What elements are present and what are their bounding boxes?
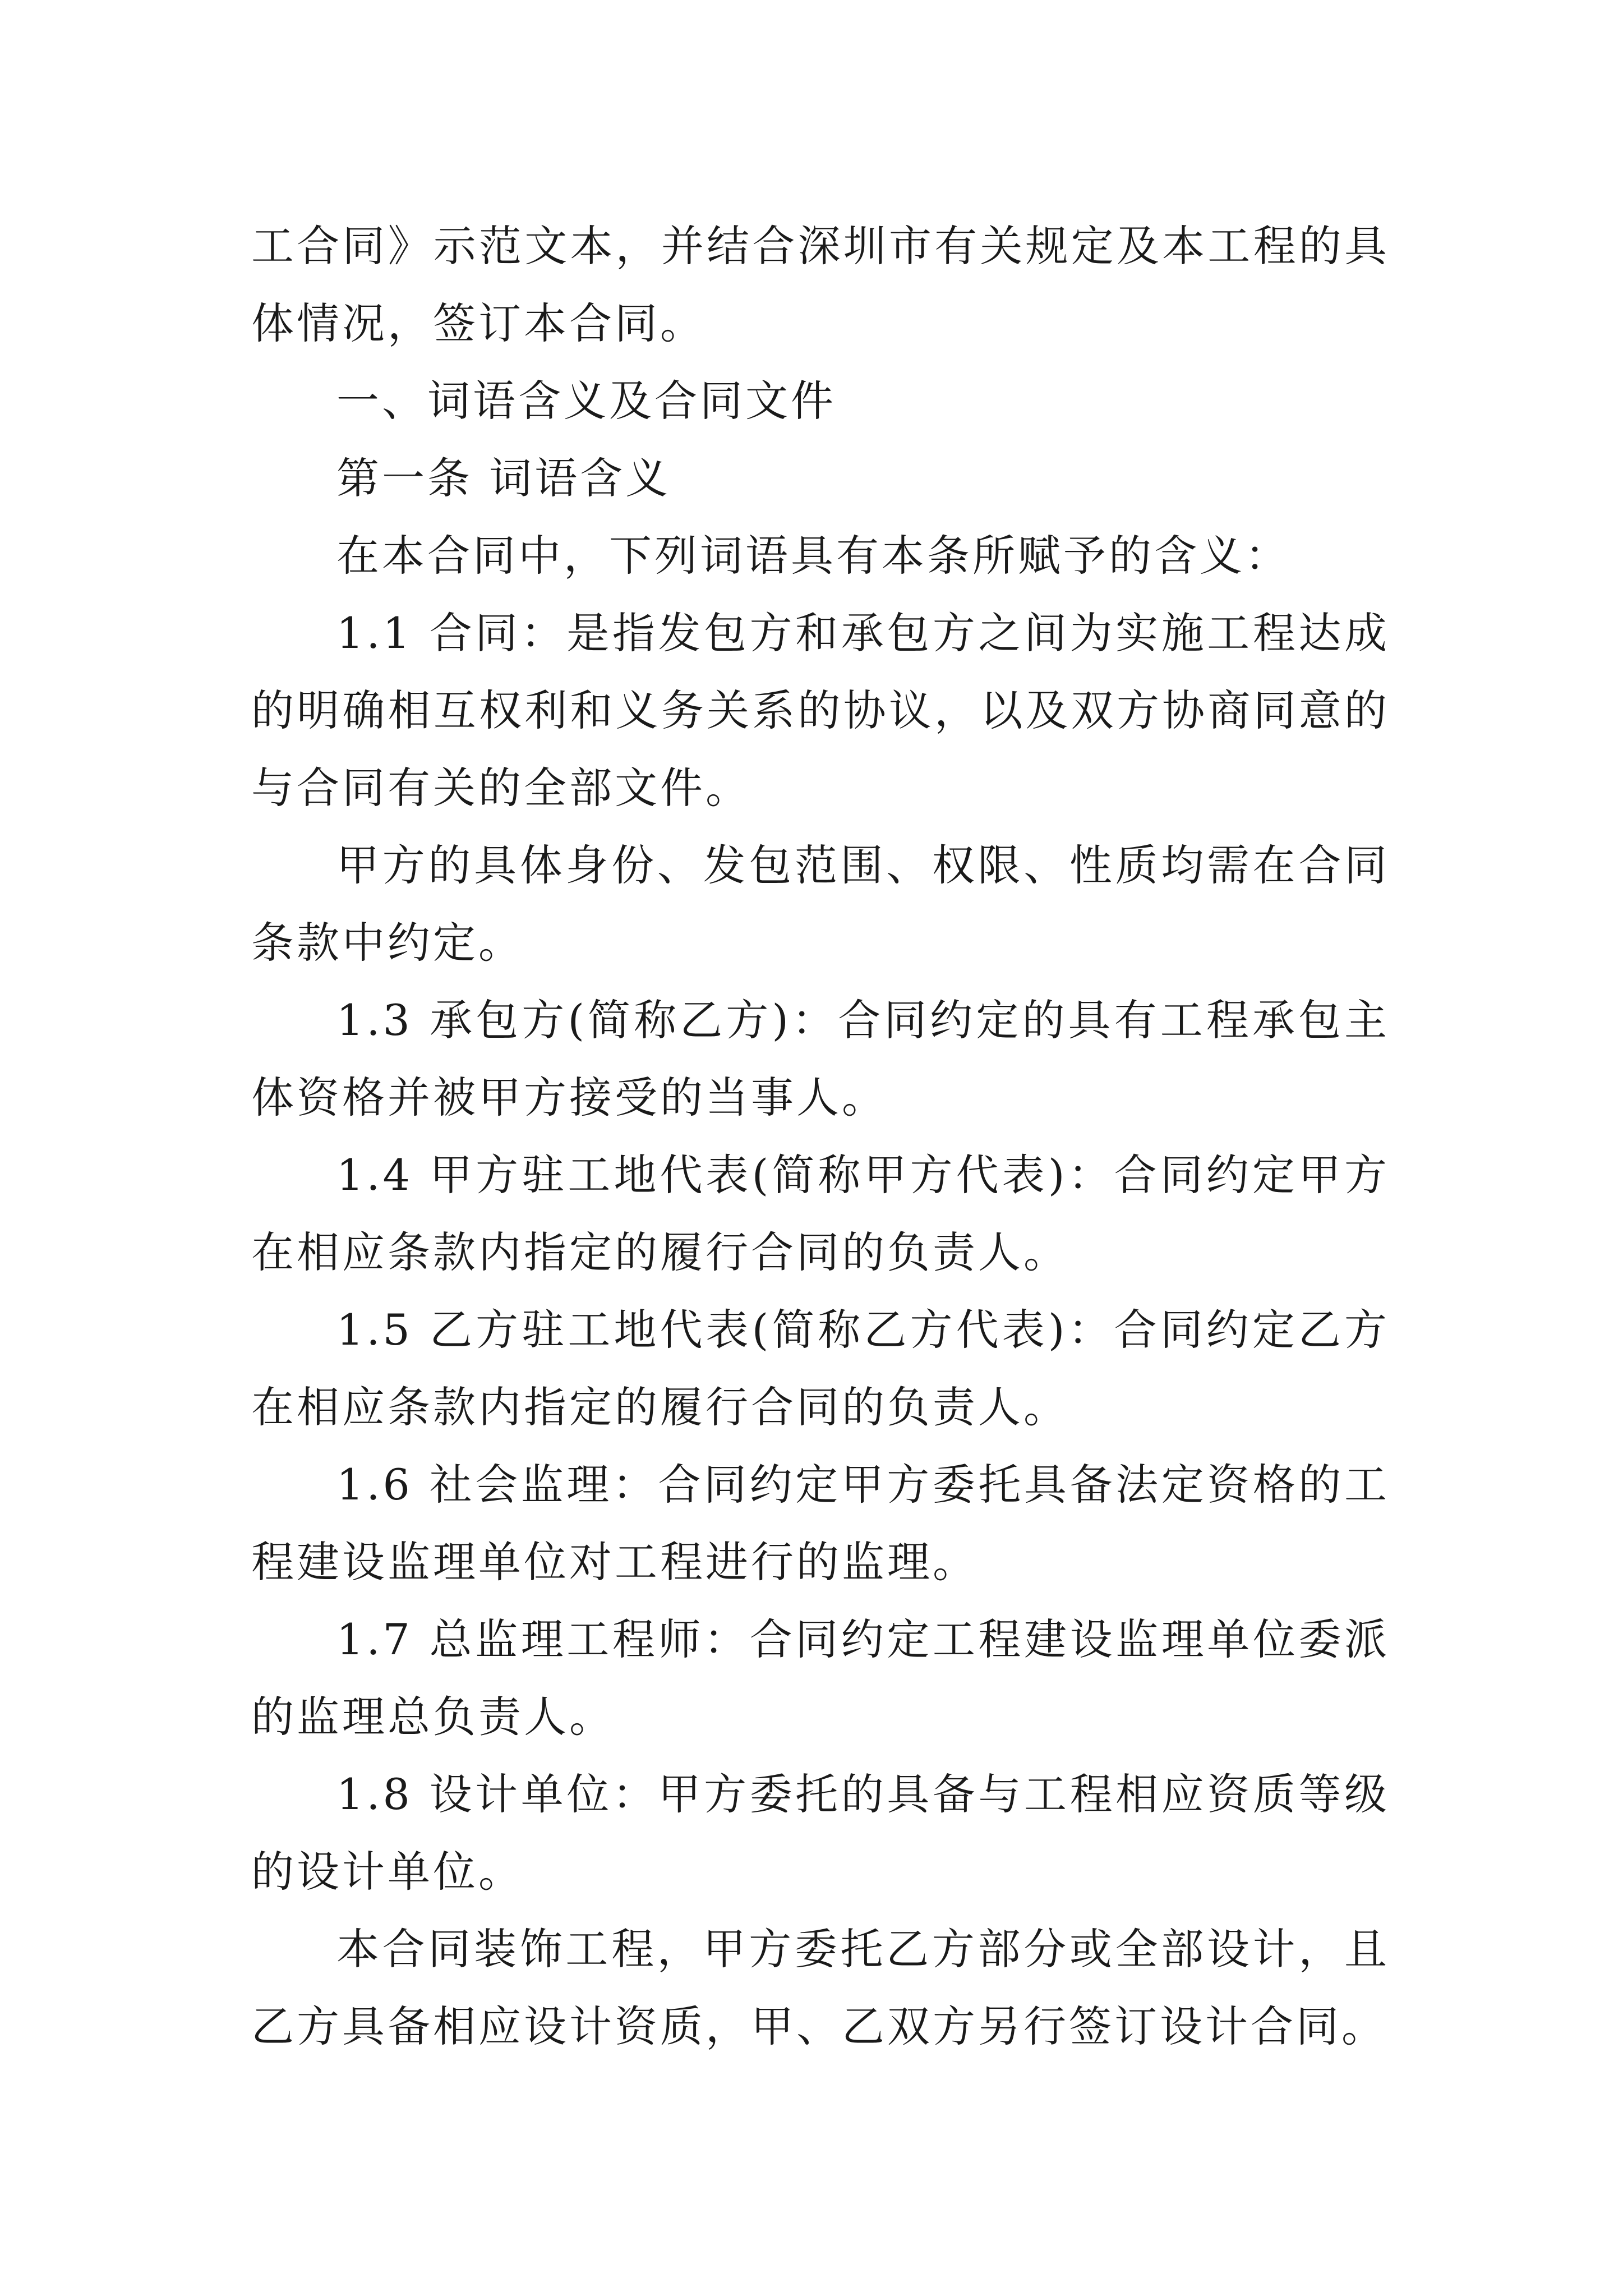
paragraph-design-contract: 本合同装饰工程，甲方委托乙方部分或全部设计，且乙方具备相应设计资质，甲、乙双方另行签订设计合同。 [251, 1924, 1390, 2051]
paragraph-party-a-identity: 甲方的具体身份、发包范围、权限、性质均需在合同条款中约定。 [251, 840, 1390, 968]
section-heading-definitions-and-documents: 一、词语含义及合同文件 [336, 376, 836, 426]
clause-1-4: 1.4 甲方驻工地代表(简称甲方代表)：合同约定甲方在相应条款内指定的履行合同的负责人。 [251, 1150, 1390, 1277]
document-page [251, 208, 1390, 2065]
clause-1-5: 1.5 乙方驻工地代表(简称乙方代表)：合同约定乙方在相应条款内指定的履行合同的负责人。 [251, 1305, 1390, 1432]
clause-1-8: 1.8 设计单位：甲方委托的具备与工程相应资质等级的设计单位。 [251, 1769, 1390, 1897]
paragraph-definitions-intro: 在本合同中，下列词语具有本条所赋予的含义： [336, 531, 1290, 581]
clause-1-7: 1.7 总监理工程师：合同约定工程建设监理单位委派的监理总负责人。 [251, 1614, 1390, 1742]
clause-1-6: 1.6 社会监理：合同约定甲方委托具备法定资格的工程建设监理单位对工程进行的监理。 [251, 1460, 1390, 1587]
article-heading-1: 第一条 词语含义 [336, 453, 671, 503]
clause-1-1: 1.1 合同：是指发包方和承包方之间为实施工程达成的明确相互权利和义务关系的协议，以及双方协商同意的与合同有关的全部文件。 [251, 608, 1390, 813]
clause-1-3: 1.3 承包方(简称乙方)：合同约定的具有工程承包主体资格并被甲方接受的当事人。 [251, 995, 1390, 1122]
paragraph-intro-continuation: 工合同》示范文本，并结合深圳市有关规定及本工程的具体情况，签订本合同。 [251, 221, 1390, 348]
